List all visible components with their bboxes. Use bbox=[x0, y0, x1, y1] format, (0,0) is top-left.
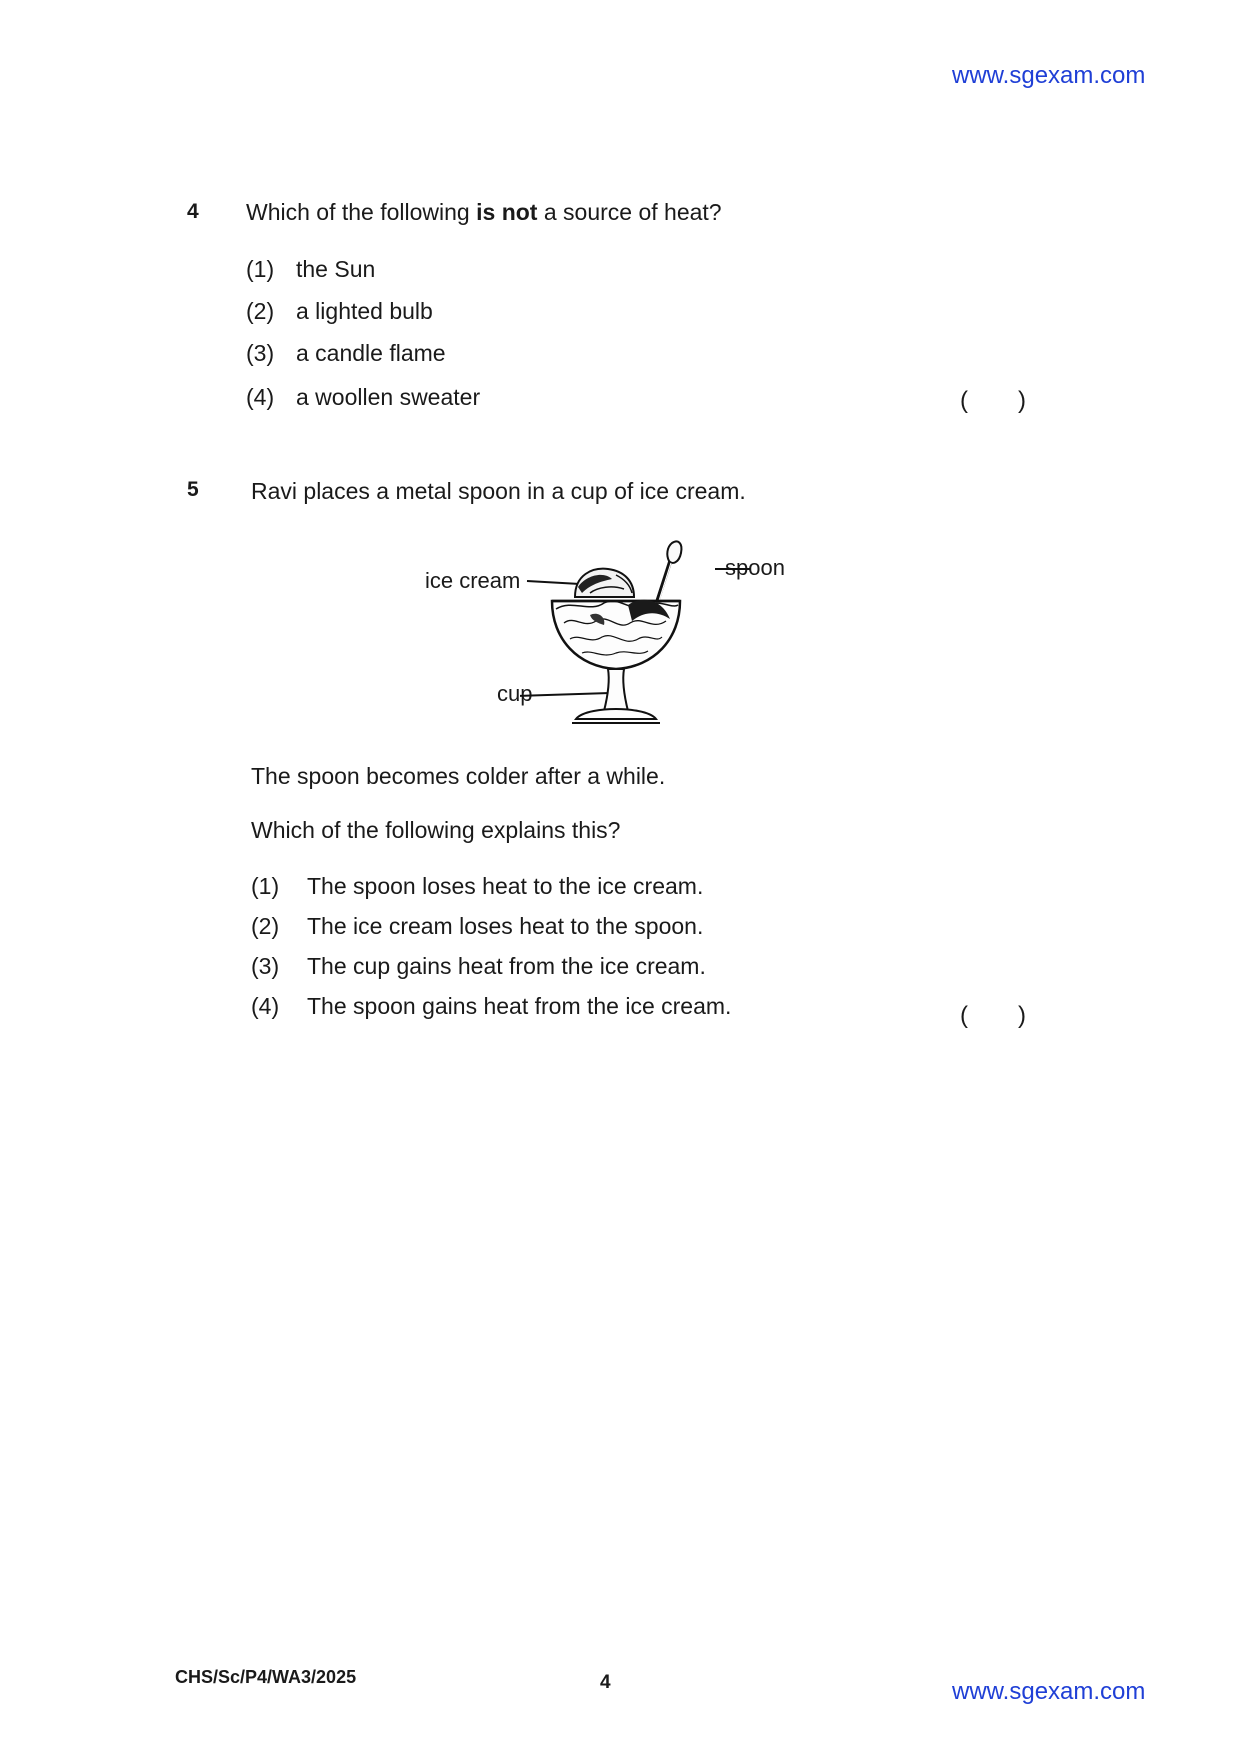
ice-cream-scoop bbox=[575, 569, 634, 597]
q4-option-4[interactable] bbox=[246, 384, 480, 411]
q5-option-2-number: (2) bbox=[251, 913, 280, 939]
q4-option-3-text: a candle flame bbox=[296, 340, 446, 366]
q4-answer-box[interactable] bbox=[960, 387, 1026, 415]
label-spoon: spoon bbox=[725, 555, 785, 580]
cup-stem-base bbox=[572, 669, 660, 723]
q5-option-3[interactable] bbox=[251, 953, 706, 980]
q5-option-2[interactable] bbox=[251, 913, 703, 940]
q5-statement: The spoon becomes colder after a while. bbox=[251, 763, 666, 789]
q4-text-part2: a source of heat? bbox=[537, 199, 722, 225]
q5-option-4-text: The spoon gains heat from the ice cream. bbox=[307, 993, 732, 1019]
q5-answer-box[interactable] bbox=[960, 1002, 1026, 1030]
q5-option-4-number: (4) bbox=[251, 993, 280, 1019]
cup-leader-line bbox=[520, 693, 610, 696]
q4-option-3-number: (3) bbox=[246, 340, 275, 366]
q4-option-2-text: a lighted bulb bbox=[296, 298, 433, 324]
q4-option-1-text: the Sun bbox=[296, 256, 376, 282]
q4-text-part1: Which of the following bbox=[246, 199, 477, 225]
ice-cream-cup-figure bbox=[520, 535, 810, 745]
q5-option-3-text: The cup gains heat from the ice cream. bbox=[307, 953, 706, 979]
cup-bowl bbox=[552, 600, 680, 669]
q5-option-1[interactable] bbox=[251, 873, 703, 900]
q4-option-3[interactable] bbox=[246, 340, 446, 367]
q4-option-2-number: (2) bbox=[246, 298, 275, 324]
q5-option-3-number: (3) bbox=[251, 953, 280, 979]
q5-answer-open: ( bbox=[960, 1002, 968, 1029]
watermark-bottom[interactable]: www.sgexam.com bbox=[952, 1678, 1146, 1705]
q5-text: Ravi places a metal spoon in a cup of ice cream. bbox=[251, 478, 746, 504]
footer-paper-code: CHS/Sc/P4/WA3/2025 bbox=[175, 1667, 357, 1687]
q4-text-bold: is not bbox=[476, 199, 538, 225]
q5-answer-close: ) bbox=[1018, 1002, 1026, 1029]
q5-option-1-text: The spoon loses heat to the ice cream. bbox=[307, 873, 704, 899]
q5-option-2-text: The ice cream loses heat to the spoon. bbox=[307, 913, 704, 939]
q4-option-4-text: a woollen sweater bbox=[296, 384, 481, 410]
label-cup: cup bbox=[497, 681, 533, 706]
ice-cream-leader-line bbox=[527, 581, 580, 584]
watermark-top[interactable]: www.sgexam.com bbox=[952, 62, 1146, 89]
q4-option-1-number: (1) bbox=[246, 256, 275, 282]
q4-answer-close: ) bbox=[1018, 387, 1026, 414]
q4-option-2[interactable] bbox=[246, 298, 433, 325]
q4-answer-open: ( bbox=[960, 387, 968, 414]
footer-page-number: 4 bbox=[600, 1672, 611, 1693]
q4-option-4-number: (4) bbox=[246, 384, 275, 410]
q4-number: 4 bbox=[187, 200, 199, 223]
q5-question: Which of the following explains this? bbox=[251, 817, 621, 843]
q4-text bbox=[246, 199, 722, 226]
q5-option-4[interactable] bbox=[251, 993, 731, 1020]
q4-option-1[interactable] bbox=[246, 256, 375, 283]
q5-option-1-number: (1) bbox=[251, 873, 280, 899]
label-ice-cream: ice cream bbox=[425, 568, 521, 593]
q5-number: 5 bbox=[187, 478, 199, 501]
